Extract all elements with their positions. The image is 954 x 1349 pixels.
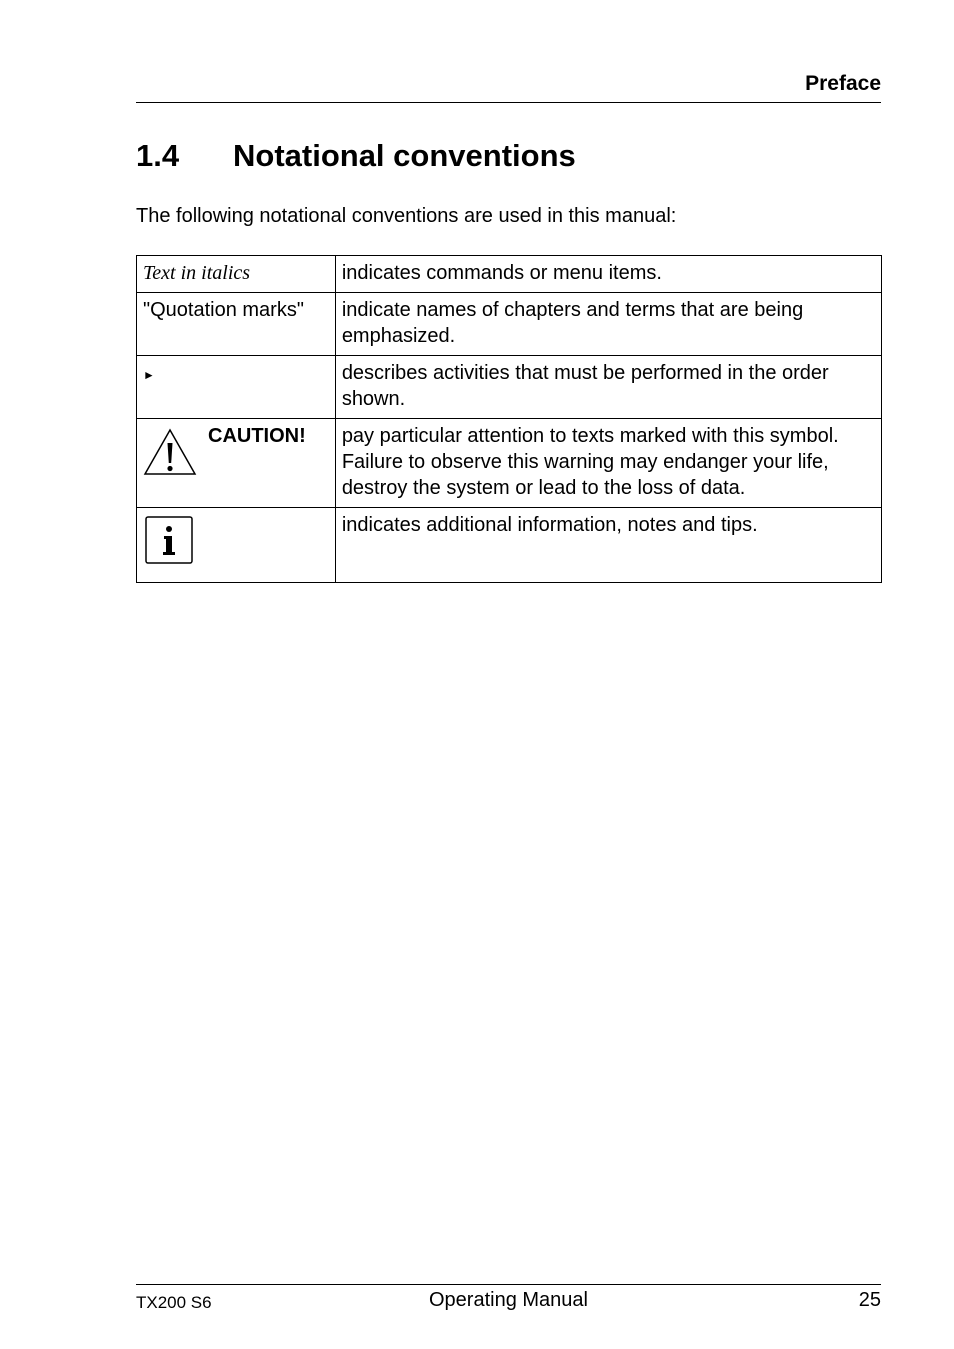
table-row: [137, 508, 882, 583]
convention-description: describes activities that must be performed in the order shown.: [335, 356, 881, 419]
convention-term-quotes: "Quotation marks": [137, 293, 336, 356]
section-number: 1.4: [136, 138, 180, 173]
intro-paragraph: The following notational conventions are used in this manual:: [136, 205, 677, 227]
footer-document-title: Operating Manual: [429, 1289, 588, 1311]
table-row: [137, 419, 882, 508]
page-header: [136, 72, 881, 103]
convention-description: indicates commands or menu items.: [335, 256, 881, 293]
caution-label: CAUTION!: [208, 425, 306, 447]
arrow-icon: ►: [143, 368, 155, 382]
caution-triangle-icon: [142, 427, 198, 477]
convention-term-cell: [137, 508, 336, 583]
section-title: Notational conventions: [233, 138, 576, 173]
page-title: [136, 138, 576, 174]
info-icon: [145, 516, 193, 564]
convention-term-cell: [137, 356, 336, 419]
page-number: 25: [858, 1289, 881, 1311]
convention-description: indicate names of chapters and terms that are being emphasized.: [335, 293, 881, 356]
header-section-label: Preface: [805, 72, 881, 95]
table-row: [137, 356, 882, 419]
table-row: [137, 293, 882, 356]
convention-term-cell: [137, 419, 336, 508]
footer-product: TX200 S6: [136, 1293, 212, 1312]
page-footer: [136, 1284, 881, 1325]
convention-term-cell: [137, 256, 336, 293]
table-row: [137, 256, 882, 293]
convention-term-italics: Text in italics: [143, 262, 251, 284]
convention-description: pay particular attention to texts marked with this symbol. Failure to observe this warning may endanger your life, destroy the system or lead to the loss of data.: [335, 419, 881, 508]
convention-description: indicates additional information, notes and tips.: [335, 508, 881, 583]
conventions-table: [136, 255, 882, 583]
